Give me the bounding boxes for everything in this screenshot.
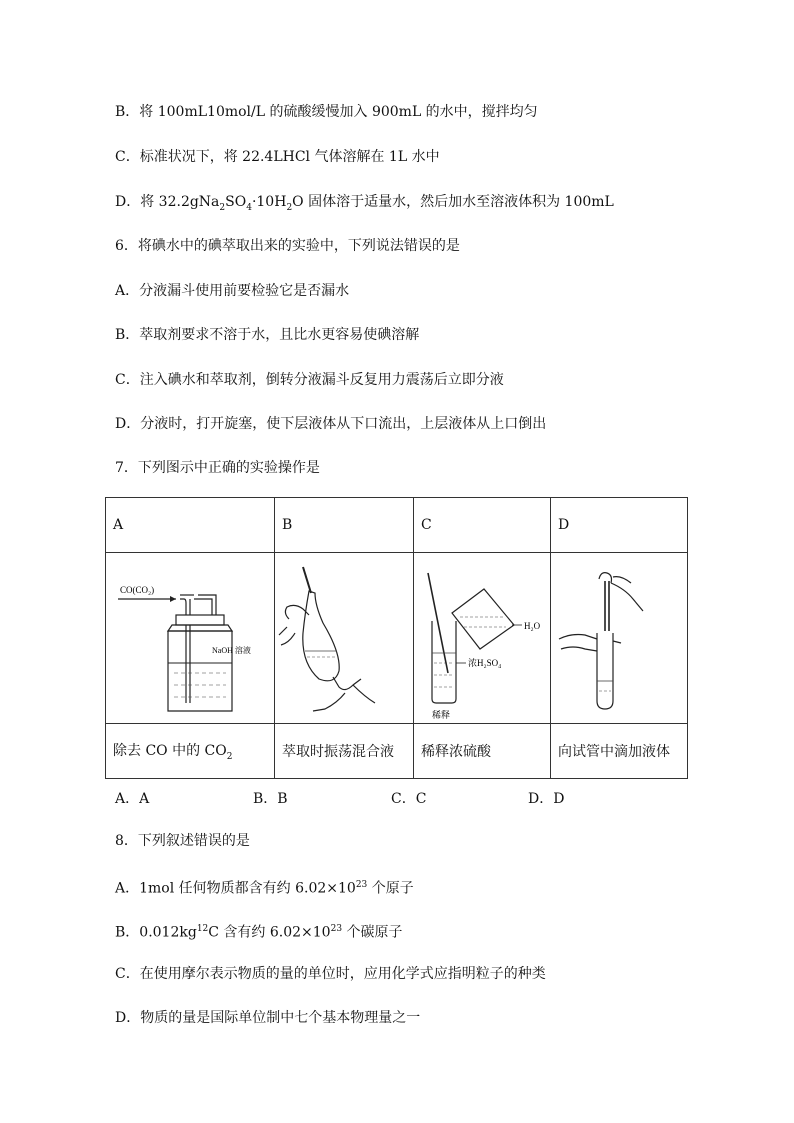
q8-b-text-2: C 含有约 6.02×10 <box>208 924 331 941</box>
q8-b-sup-2: 23 <box>330 924 343 934</box>
separatory-funnel-figure <box>275 553 413 723</box>
q7-option-b: B．B <box>253 791 288 807</box>
q7-header-b: B <box>275 498 414 553</box>
q6-option-a: A．分液漏斗使用前要检验它是否漏水 <box>115 283 350 299</box>
q5-d-sub-2: 4 <box>246 202 252 213</box>
q7-figure-row <box>106 553 688 724</box>
q7-header-c: C <box>414 498 551 553</box>
q6-option-d: D．分液时，打开旋塞，使下层液体从下口流出，上层液体从上口倒出 <box>115 416 547 432</box>
q7-option-d: D．D <box>528 791 565 807</box>
q5-d-sub-3: 2 <box>286 202 293 213</box>
q5-option-c: C．标准状况下，将 22.4LHCl 气体溶解在 1L 水中 <box>115 149 440 165</box>
q8-a-text-2: 个原子 <box>367 880 414 897</box>
dilution-figure <box>414 553 550 723</box>
q5-d-text-1: D．将 32.2gNa <box>115 194 220 210</box>
q5-d-sub-1: 2 <box>219 202 226 213</box>
q5-d-text-2: SO <box>225 194 247 210</box>
q7-caption-a-sub: 2 <box>226 751 233 762</box>
q7-header-a: A <box>106 498 275 553</box>
q7-figure-d <box>551 553 688 724</box>
q7-figure-b <box>275 553 414 724</box>
q7-option-a: A．A <box>115 791 150 807</box>
q8-b-text-3: 个碳原子 <box>342 924 403 941</box>
q5-option-b: B．将 100mL10mol/L 的硫酸缓慢加入 900mL 的水中，搅拌均匀 <box>115 104 538 120</box>
q7-caption-a <box>106 724 275 779</box>
q5-option-d <box>115 193 614 217</box>
q7-caption-d: 向试管中滴加液体 <box>551 724 688 779</box>
fig-c-acid-label: 浓H₂SO₄ <box>468 658 502 668</box>
fig-c-water-label: H₂O <box>524 621 541 631</box>
q7-header-d: D <box>551 498 688 553</box>
q8-b-text-1: B．0.012kg <box>115 924 197 941</box>
q6-option-c: C．注入碘水和萃取剂，倒转分液漏斗反复用力震荡后立即分液 <box>115 372 504 388</box>
q8-option-b <box>115 920 403 942</box>
q7-figure-c <box>414 553 551 724</box>
gas-washing-bottle-figure <box>106 553 274 723</box>
q5-d-text-4: O 固体溶于适量水，然后加水至溶液体积为 100mL <box>292 194 614 210</box>
q7-options <box>115 788 675 806</box>
q7-caption-b: 萃取时振荡混合液 <box>275 724 414 779</box>
q8-stem: 8．下列叙述错误的是 <box>115 833 250 849</box>
q8-option-c: C．在使用摩尔表示物质的量的单位时，应用化学式应指明粒子的种类 <box>115 966 546 982</box>
q6-option-b: B．萃取剂要求不溶于水，且比水更容易使碘溶解 <box>115 327 420 343</box>
fig-a-solution-label: NaOH 溶液 <box>212 646 251 655</box>
q8-option-a <box>115 876 414 898</box>
q8-option-d: D．物质的量是国际单位制中七个基本物理量之一 <box>115 1010 421 1026</box>
q7-option-c: C．C <box>391 791 427 807</box>
q5-d-text-3: ·10H <box>251 194 287 210</box>
q7-stem: 7．下列图示中正确的实验操作是 <box>115 460 320 476</box>
q7-caption-c: 稀释浓硫酸 <box>414 724 551 779</box>
q7-figure-table <box>105 497 688 779</box>
q7-caption-row <box>106 724 688 779</box>
dropper-figure <box>551 553 687 723</box>
q7-header-row <box>106 498 688 553</box>
fig-a-gas-label: CO(CO₂) <box>120 585 155 595</box>
q8-a-sup: 23 <box>355 880 368 890</box>
q8-b-sup-1: 12 <box>196 924 209 934</box>
q8-a-text-1: A．1mol 任何物质都含有约 6.02×10 <box>115 880 356 897</box>
q7-caption-a-text: 除去 CO 中的 CO <box>113 743 227 760</box>
q7-figure-a <box>106 553 275 724</box>
fig-c-caption: 稀释 <box>432 710 451 720</box>
q6-stem: 6．将碘水中的碘萃取出来的实验中，下列说法错误的是 <box>115 238 460 254</box>
